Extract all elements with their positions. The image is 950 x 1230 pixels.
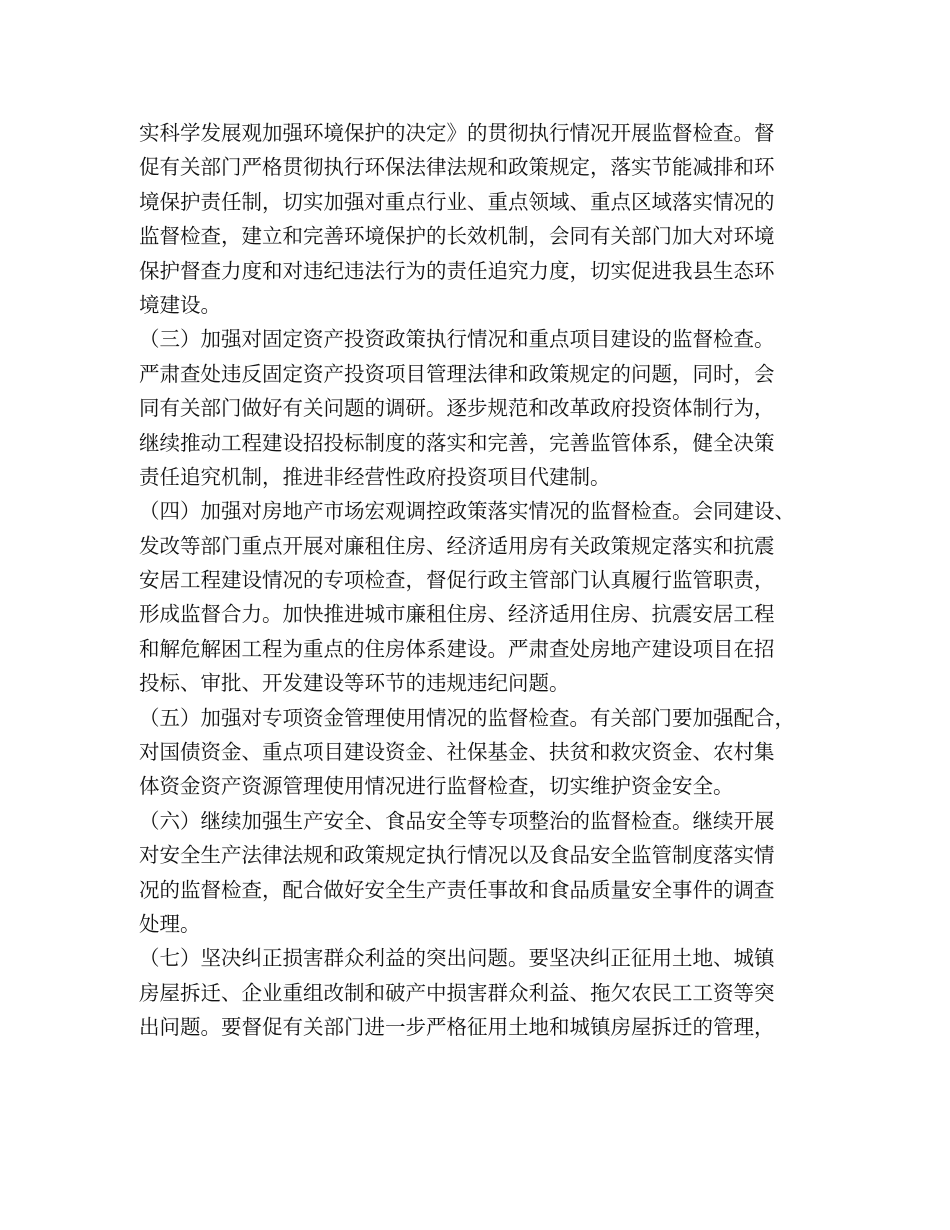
text-line: 实科学发展观加强环境保护的决定》的贯彻执行情况开展监督检查。督	[139, 121, 775, 145]
text-line: （五）加强对专项资金管理使用情况的监督检查。有关部门要加强配合，	[139, 705, 795, 730]
text-line: （四）加强对房地产市场宏观调控政策落实情况的监督检查。会同建设、	[139, 499, 795, 524]
text-line: 对国债资金、重点项目建设资金、社保基金、扶贫和救灾资金、农村集	[139, 740, 775, 765]
text-line: 房屋拆迁、企业重组改制和破产中损害群众利益、拖欠农民工工资等突	[139, 980, 775, 1005]
text-line: （三）加强对固定资产投资政策执行情况和重点项目建设的监督检查。	[139, 327, 775, 352]
text-line: 况的监督检查，配合做好安全生产责任事故和食品质量安全事件的调查	[139, 877, 775, 902]
text-line: 保护督查力度和对违纪违法行为的责任追究力度，切实促进我县生态环	[139, 258, 775, 283]
text-line: 对安全生产法律法规和政策规定执行情况以及食品安全监管制度落实情	[139, 843, 775, 868]
text-line: 境保护责任制，切实加强对重点行业、重点领域、重点区域落实情况的	[139, 189, 775, 214]
text-line: （六）继续加强生产安全、食品安全等专项整治的监督检查。继续开展	[139, 808, 775, 833]
document-body	[139, 116, 819, 1045]
text-line: 和解危解困工程为重点的住房体系建设。严肃查处房地产建设项目在招	[139, 636, 775, 661]
text-line: 同有关部门做好有关问题的调研。逐步规范和改革政府投资体制行为，	[139, 396, 775, 421]
text-line: （七）坚决纠正损害群众利益的突出问题。要坚决纠正征用土地、城镇	[139, 946, 775, 971]
text-line: 境建设。	[139, 292, 221, 317]
text-line: 形成监督合力。加快推进城市廉租住房、经济适用住房、抗震安居工程	[139, 602, 775, 627]
text-line: 继续推动工程建设招投标制度的落实和完善，完善监管体系，健全决策	[139, 430, 775, 455]
text-line: 促有关部门严格贯彻执行环保法律法规和政策规定，落实节能减排和环	[139, 155, 775, 180]
text-line: 体资金资产资源管理使用情况进行监督检查，切实维护资金安全。	[139, 774, 734, 799]
text-line: 投标、审批、开发建设等环节的违规违纪问题。	[139, 671, 570, 696]
text-line: 严肃查处违反固定资产投资项目管理法律和政策规定的问题，同时，会	[139, 361, 775, 386]
text-line: 安居工程建设情况的专项检查，督促行政主管部门认真履行监管职责，	[139, 568, 775, 593]
text-line: 出问题。要督促有关部门进一步严格征用土地和城镇房屋拆迁的管理，	[139, 1015, 775, 1040]
text-line: 处理。	[139, 911, 201, 936]
text-line: 发改等部门重点开展对廉租住房、经济适用房有关政策规定落实和抗震	[139, 533, 775, 558]
text-line: 责任追究机制，推进非经营性政府投资项目代建制。	[139, 464, 611, 489]
text-line: 监督检查，建立和完善环境保护的长效机制，会同有关部门加大对环境	[139, 224, 775, 249]
